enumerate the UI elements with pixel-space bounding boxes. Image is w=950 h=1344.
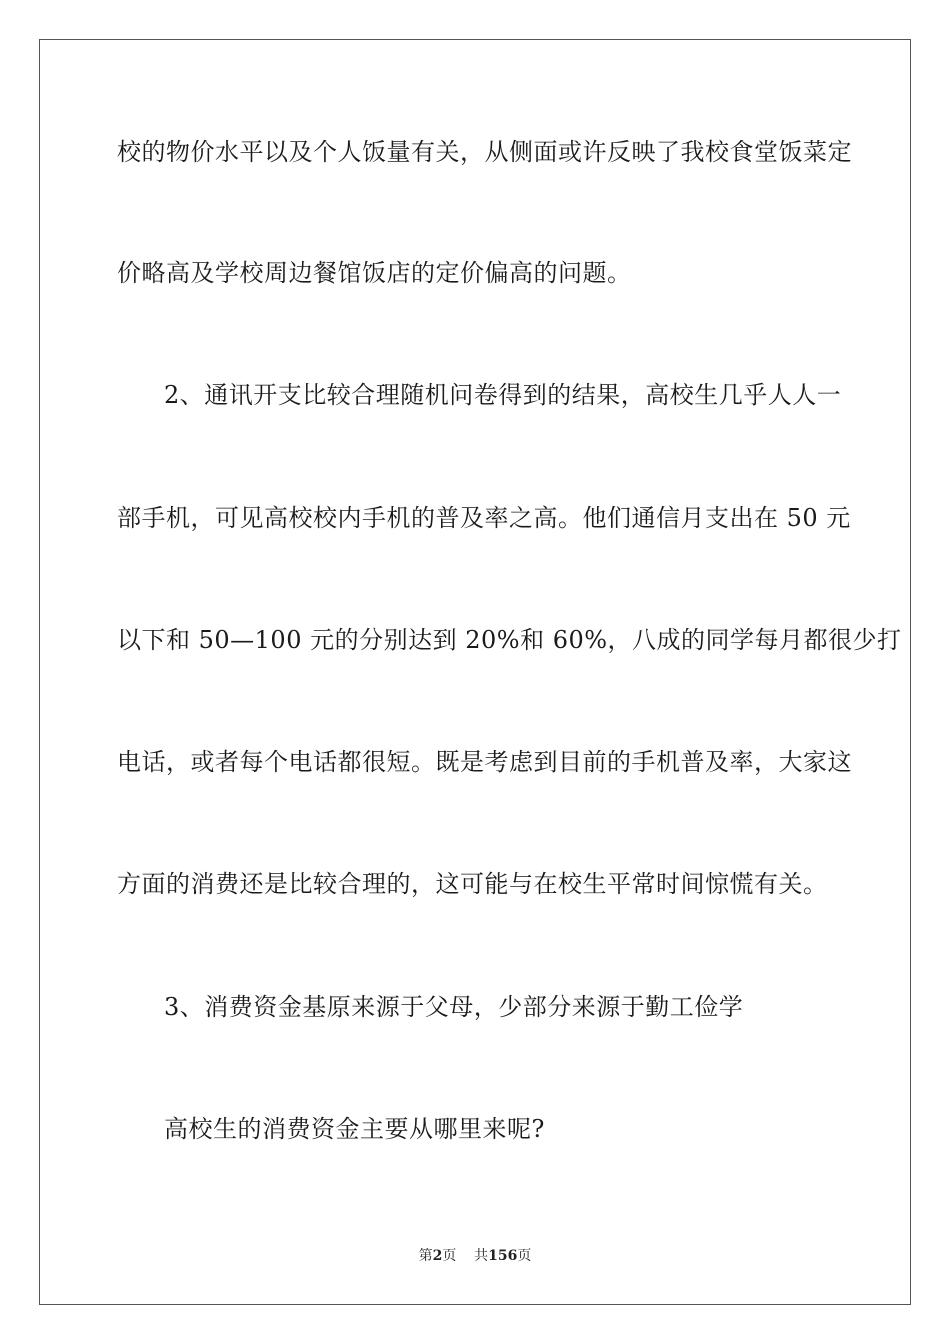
section-heading: 3、消费资金基原来源于父母，少部分来源于勤工俭学 (164, 993, 744, 1021)
paragraph-line: 以下和 50—100 元的分别达到 20%和 60%，八成的同学每月都很少打 (117, 626, 902, 654)
paragraph-line: 部手机，可见高校校内手机的普及率之高。他们通信月支出在 50 元 (117, 504, 851, 532)
page-number: 2 (432, 1248, 443, 1264)
paragraph-line: 价略高及学校周边餐馆饭店的定价偏高的问题。 (117, 259, 632, 287)
paragraph-line: 2、通讯开支比较合理随机问卷得到的结果，高校生几乎人人一 (164, 381, 842, 409)
paragraph-line: 电话，或者每个电话都很短。既是考虑到目前的手机普及率，大家这 (117, 748, 852, 776)
total-prefix: 共 (474, 1248, 489, 1264)
page-prefix: 第 (418, 1248, 433, 1264)
total-suffix: 页 (517, 1248, 532, 1264)
paragraph-line: 校的物价水平以及个人饭量有关，从侧面或许反映了我校食堂饭菜定 (117, 138, 852, 166)
page-suffix: 页 (442, 1248, 457, 1264)
paragraph-line: 高校生的消费资金主要从哪里来呢? (164, 1115, 545, 1143)
total-pages: 156 (488, 1248, 518, 1264)
paragraph-line: 方面的消费还是比较合理的，这可能与在校生平常时间惊慌有关。 (117, 870, 828, 898)
page-footer (0, 1247, 950, 1265)
